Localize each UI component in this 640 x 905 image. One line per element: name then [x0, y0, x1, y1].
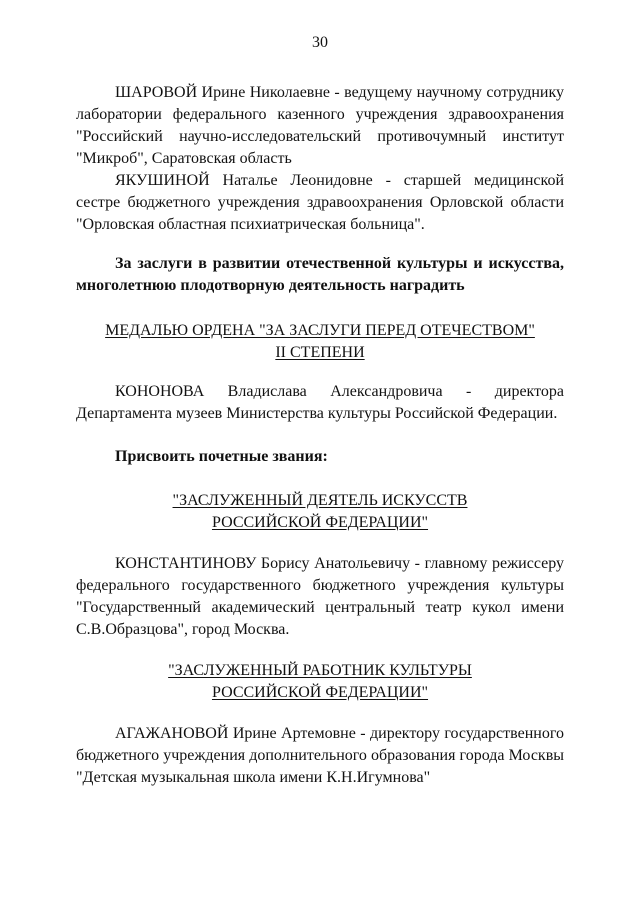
award-entry-konstantinov — [76, 553, 564, 641]
award-entry-agazhanova — [76, 723, 564, 789]
heading-medal-line2: II СТЕПЕНИ — [275, 344, 365, 361]
paragraph-yakushina: ЯКУШИНОЙ Наталье Леонидовне - старшей медицинской сестре бюджетного учреждения здравоохранения Орловской области "Орловская областная психиатрическая больница". — [76, 172, 564, 233]
paragraph-agazhanova: АГАЖАНОВОЙ Ирине Артемовне - директору государственного бюджетного учреждения дополнительного образования города Москвы "Детская музыкальная школа имени К.Н.Игумнова" — [76, 725, 564, 786]
paragraph-kononov: КОНОНОВА Владислава Александровича - директора Департамента музеев Министерства культуры Российской Федерации. — [76, 383, 564, 422]
titles-intro — [76, 446, 564, 468]
heading-honored-artist-line2: РОССИЙСКОЙ ФЕДЕРАЦИИ" — [211, 514, 429, 531]
heading-medal-order — [0, 320, 640, 364]
paragraph-sharova: ШАРОВОЙ Ирине Николаевне - ведущему научному сотруднику лаборатории федерального казенного учреждения здравоохранения "Российский научно-исследовательский противочумный институт "Микроб", Саратовская область — [76, 84, 564, 167]
paragraph-konstantinov: КОНСТАНТИНОВУ Борису Анатольевичу - главному режиссеру федерального государственного бюджетного учреждения культуры "Государственный академический центральный театр кукол имени С.В.Образцова", город Москва. — [76, 555, 564, 638]
paragraph-award-intro: За заслуги в развитии отечественной культуры и искусства, многолетнюю плодотворную деятельность наградить — [76, 255, 564, 294]
award-entry-sharova — [76, 82, 564, 170]
heading-honored-worker-line1: "ЗАСЛУЖЕННЫЙ РАБОТНИК КУЛЬТУРЫ — [168, 662, 472, 679]
heading-honored-artist-line1: "ЗАСЛУЖЕННЫЙ ДЕЯТЕЛЬ ИСКУССТВ — [172, 492, 468, 509]
award-entry-kononov — [76, 381, 564, 425]
heading-honored-worker — [0, 660, 640, 704]
award-intro-culture — [76, 253, 564, 297]
paragraph-titles-intro: Присвоить почетные звания: — [115, 448, 328, 465]
award-entry-yakushina — [76, 170, 564, 236]
heading-honored-artist — [0, 490, 640, 534]
heading-medal-line1: МЕДАЛЬЮ ОРДЕНА "ЗА ЗАСЛУГИ ПЕРЕД ОТЕЧЕСТВОМ" — [105, 322, 535, 339]
page-number: 30 — [312, 34, 328, 51]
heading-honored-worker-line2: РОССИЙСКОЙ ФЕДЕРАЦИИ" — [211, 684, 429, 701]
